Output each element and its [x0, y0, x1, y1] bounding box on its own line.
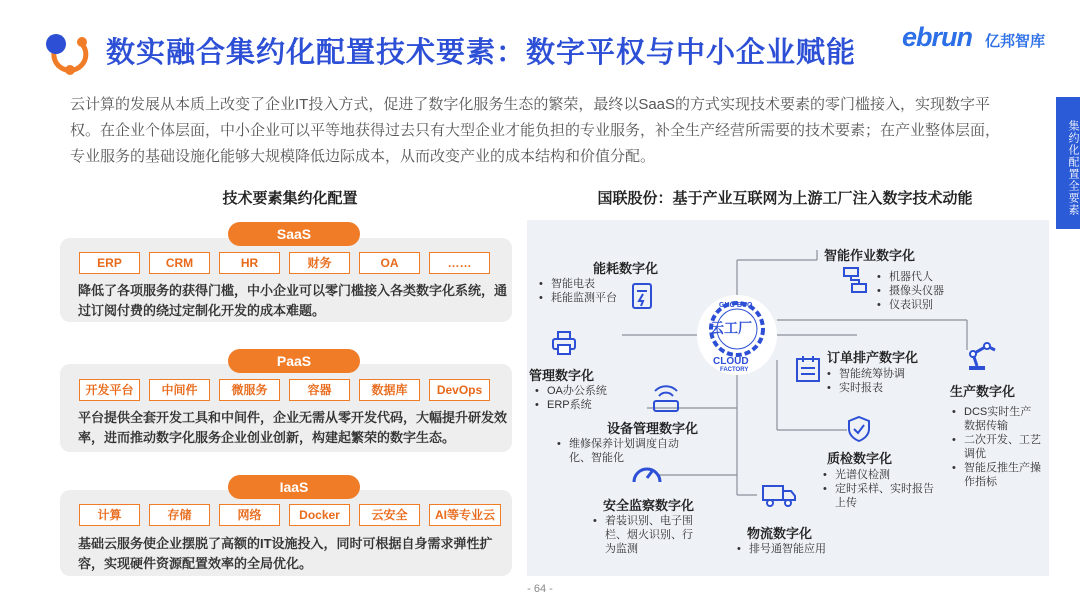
chip: AI等专业云 — [429, 504, 501, 526]
node-production-list — [952, 405, 1042, 489]
truck-icon — [761, 482, 797, 508]
node-safety-list — [593, 514, 703, 556]
paas-layer-description: 平台提供全套开发工具和中间件，企业无需从零开发代码，大幅提升研发效率，进而推动数字化服务企业创业创新，构建起繁荣的数字生态。 — [78, 410, 508, 445]
list-item: • 智能反推生产操作指标 — [952, 461, 1042, 489]
chip: 云安全 — [359, 504, 420, 526]
digital-factory-diagram — [527, 220, 1049, 576]
list-item: • 摄像头仪器 — [877, 284, 944, 298]
cloud-factory-sub1: CLOUD — [713, 356, 749, 367]
node-equipment-title: 设备管理数字化 — [607, 421, 699, 436]
chip: HR — [219, 252, 280, 274]
node-production-title: 生产数字化 — [950, 384, 1016, 399]
chip: …… — [429, 252, 490, 274]
robot-arm-icon — [961, 340, 1001, 372]
chip: 网络 — [219, 504, 280, 526]
list-item: • 排号通智能应用 — [737, 542, 826, 556]
list-item: • 定时采样、实时报告上传 — [823, 482, 935, 510]
paas-chip-row — [79, 379, 490, 401]
cloud-factory-sub2: FACTORY — [720, 367, 749, 373]
chip: 数据库 — [359, 379, 420, 401]
chip: ERP — [79, 252, 140, 274]
node-smartop-list — [877, 270, 944, 312]
list-item: • 光谱仪检测 — [823, 468, 935, 482]
node-smartop-title: 智能作业数字化 — [824, 248, 916, 263]
chip: 容器 — [289, 379, 350, 401]
chip: Docker — [289, 504, 350, 526]
list-item: • 实时报表 — [827, 381, 905, 395]
page-title: 数实融合集约化配置技术要素：数字平权与中小企业赋能 — [106, 37, 857, 69]
chip: 计算 — [79, 504, 140, 526]
list-item: • OA办公系统 — [535, 384, 607, 398]
iaas-layer-description: 基础云服务使企业摆脱了高额的IT设施投入，同时可根据自身需求弹性扩容，实现硬件资源配置效率的全局优化。 — [78, 536, 493, 571]
node-mgmt-title: 管理数字化 — [529, 368, 595, 383]
router-icon — [651, 385, 681, 413]
chip: 中间件 — [149, 379, 210, 401]
chip: 微服务 — [219, 379, 280, 401]
brand-cn-name: 亿邦智库 — [985, 33, 1046, 50]
gauge-icon — [631, 460, 663, 486]
node-safety-title: 安全监察数字化 — [603, 498, 695, 513]
paas-layer-pill: PaaS — [228, 349, 360, 373]
iaas-layer-pill: IaaS — [228, 475, 360, 499]
list-item: • 维修保养计划调度自动化、智能化 — [557, 437, 697, 465]
cloud-factory-circle-text: GUO BUO — [719, 302, 753, 309]
saas-layer-pill: SaaS — [228, 222, 360, 246]
node-mgmt-list — [535, 384, 607, 412]
node-quality-list — [823, 468, 935, 510]
printer-icon — [551, 330, 577, 356]
node-quality-title: 质检数字化 — [827, 451, 893, 466]
list-item: • 二次开发、工艺调优 — [952, 433, 1042, 461]
list-item: • 仪表识别 — [877, 298, 944, 312]
node-logistics-title: 物流数字化 — [747, 526, 813, 541]
list-item: • 智能统筹协调 — [827, 367, 905, 381]
left-section-heading: 技术要素集约化配置 — [222, 190, 358, 207]
brand-molecule-icon — [40, 26, 96, 82]
list-item: • DCS实时生产数据传输 — [952, 405, 1042, 433]
right-section-heading: 国联股份：基于产业互联网为上游工厂注入数字技术动能 — [597, 190, 973, 207]
list-item: • ERP系统 — [535, 398, 607, 412]
list-item: • 机器代人 — [877, 270, 944, 284]
node-order-title: 订单排产数字化 — [827, 350, 919, 365]
node-order-list — [827, 367, 905, 395]
chip: DevOps — [429, 379, 490, 401]
page-number: - 64 - — [527, 583, 553, 595]
cloud-factory-main-label: 云工厂 — [710, 320, 752, 336]
chip: CRM — [149, 252, 210, 274]
chip: OA — [359, 252, 420, 274]
calendar-list-icon — [795, 355, 821, 383]
chip: 开发平台 — [79, 379, 140, 401]
list-item: • 智能电表 — [539, 277, 617, 291]
saas-layer-description: 降低了各项服务的获得门槛，中小企业可以零门槛接入各类数字化系统，通过订阅付费的绕过定制化开发的成本难题。 — [78, 283, 508, 318]
list-item: • 着装识别、电子围栏、烟火识别、行为监测 — [593, 514, 703, 556]
chip: 存储 — [149, 504, 210, 526]
list-item: • 耗能监测平台 — [539, 291, 617, 305]
shield-check-icon — [847, 415, 871, 443]
meter-icon — [631, 282, 653, 310]
intro-paragraph: 云计算的发展从本质上改变了企业IT投入方式，促进了数字化服务生态的繁荣，最终以SaaS的方式实现技术要素的零门槛接入，实现数字平权。在企业个体层面，中小企业可以平等地获得过去只有大型企业才能负担的专业服务，补全生产经营所需要的技术要素；在产业整体层面，专业服务的基础设施化能够大规模降低边际成本，从而改变产业的成本结构和价值分配。 — [70, 96, 1001, 165]
brand-logo-text: ebrun — [902, 22, 973, 52]
iaas-chip-row — [79, 504, 501, 526]
node-energy-list — [539, 277, 617, 305]
node-logistics-list — [737, 542, 826, 556]
node-energy-title: 能耗数字化 — [593, 261, 659, 276]
saas-chip-row — [79, 252, 490, 274]
node-equipment-list — [557, 437, 697, 465]
section-side-tab[interactable]: 集约化配置全要素 — [1056, 97, 1080, 229]
chip: 财务 — [289, 252, 350, 274]
network-hierarchy-icon — [841, 266, 869, 294]
